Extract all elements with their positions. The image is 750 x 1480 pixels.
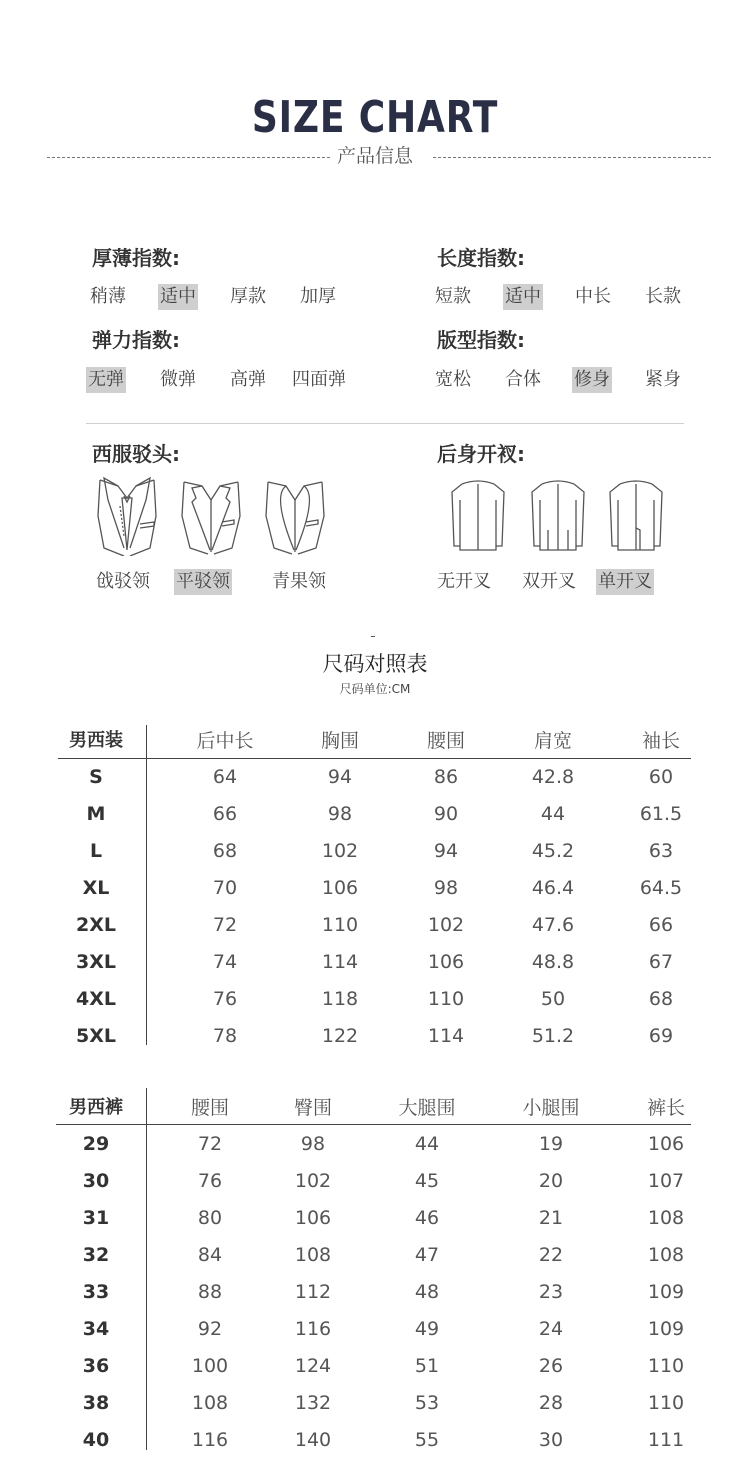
- length-option: 短款: [435, 286, 471, 307]
- table-cell: 19: [538, 1133, 564, 1155]
- fit-option: 紧身: [645, 369, 681, 390]
- size-label: S: [89, 766, 103, 788]
- length-title: 长度指数:: [437, 246, 525, 270]
- table-cell: 48: [414, 1281, 440, 1303]
- table-cell: 46: [414, 1207, 440, 1229]
- table-cell: 122: [321, 1025, 359, 1047]
- size-label: 4XL: [76, 988, 116, 1010]
- table-cell: 106: [427, 951, 465, 973]
- table-cell: 140: [294, 1429, 332, 1451]
- thickness-option: 加厚: [300, 286, 336, 307]
- table-cell: 100: [191, 1355, 229, 1377]
- thickness-title: 厚薄指数:: [92, 246, 180, 270]
- lapel-title: 西服驳头:: [92, 442, 180, 466]
- table-cell: 63: [648, 840, 674, 862]
- table-label-rule: [146, 1088, 147, 1450]
- size-label: 36: [82, 1355, 110, 1377]
- table-cell: 23: [538, 1281, 564, 1303]
- table-cell: 86: [433, 766, 459, 788]
- size-table-title: 尺码对照表: [322, 652, 428, 676]
- table-cell: 51.2: [531, 1025, 575, 1047]
- table-cell: 44: [414, 1133, 440, 1155]
- table-cell: 110: [427, 988, 465, 1010]
- lapel-option: 平驳领: [174, 569, 232, 595]
- column-header: 腰围: [190, 1097, 229, 1119]
- size-label: 30: [82, 1170, 110, 1192]
- vent-option: 单开叉: [596, 569, 654, 595]
- table-cell: 94: [433, 840, 459, 862]
- table-cell: 48.8: [531, 951, 575, 973]
- size-label: 40: [82, 1429, 110, 1451]
- thickness-option: 厚款: [230, 286, 266, 307]
- length-option: 长款: [645, 286, 681, 307]
- table-cell: 42.8: [531, 766, 575, 788]
- table-cell: 112: [294, 1281, 332, 1303]
- table-cell: 108: [647, 1207, 685, 1229]
- table-cell: 94: [327, 766, 353, 788]
- table-cell: 98: [433, 877, 459, 899]
- fit-option: 修身: [572, 367, 612, 393]
- table-label-rule: [146, 725, 147, 1045]
- table-cell: 26: [538, 1355, 564, 1377]
- size-label: 33: [82, 1281, 110, 1303]
- size-label: 29: [82, 1133, 110, 1155]
- length-option: 中长: [575, 286, 611, 307]
- table-cell: 107: [647, 1170, 685, 1192]
- size-label: 34: [82, 1318, 110, 1340]
- table-cell: 84: [197, 1244, 223, 1266]
- attribute-divider: [86, 423, 684, 424]
- page-subtitle: 产品信息: [336, 145, 413, 167]
- table-cell: 67: [648, 951, 674, 973]
- peak-lapel-icon: [94, 476, 160, 556]
- table-cell: 68: [212, 840, 238, 862]
- heading-mark: [371, 636, 375, 637]
- lapel-option: 青果领: [272, 571, 326, 592]
- table-cell: 78: [212, 1025, 238, 1047]
- column-header: 肩宽: [533, 730, 572, 752]
- table-corner-label: 男西装: [69, 730, 123, 751]
- table-cell: 108: [191, 1392, 229, 1414]
- table-cell: 102: [427, 914, 465, 936]
- table-cell: 68: [648, 988, 674, 1010]
- column-header: 小腿围: [522, 1097, 580, 1119]
- vent-option: 无开叉: [437, 571, 491, 592]
- double-vent-icon: [528, 476, 588, 556]
- size-label: L: [89, 840, 103, 862]
- table-cell: 53: [414, 1392, 440, 1414]
- lapel-option: 戗驳领: [96, 571, 150, 592]
- table-cell: 24: [538, 1318, 564, 1340]
- table-cell: 108: [294, 1244, 332, 1266]
- column-header: 后中长: [196, 730, 254, 752]
- table-cell: 114: [427, 1025, 465, 1047]
- table-cell: 116: [294, 1318, 332, 1340]
- table-cell: 64: [212, 766, 238, 788]
- fit-option: 合体: [505, 369, 541, 390]
- table-cell: 111: [647, 1429, 685, 1451]
- table-cell: 88: [197, 1281, 223, 1303]
- table-cell: 20: [538, 1170, 564, 1192]
- table-cell: 60: [648, 766, 674, 788]
- table-cell: 132: [294, 1392, 332, 1414]
- table-cell: 110: [647, 1392, 685, 1414]
- elasticity-option: 微弹: [160, 369, 196, 390]
- table-cell: 80: [197, 1207, 223, 1229]
- table-cell: 30: [538, 1429, 564, 1451]
- table-cell: 102: [294, 1170, 332, 1192]
- table-cell: 98: [327, 803, 353, 825]
- table-header-rule: [58, 758, 691, 759]
- table-cell: 92: [197, 1318, 223, 1340]
- table-cell: 106: [294, 1207, 332, 1229]
- table-cell: 66: [212, 803, 238, 825]
- table-cell: 45: [414, 1170, 440, 1192]
- single-vent-icon: [606, 476, 666, 556]
- thickness-option: 稍薄: [90, 286, 126, 307]
- table-cell: 118: [321, 988, 359, 1010]
- size-label: 2XL: [76, 914, 116, 936]
- elasticity-option: 无弹: [86, 367, 126, 393]
- table-cell: 47: [414, 1244, 440, 1266]
- table-cell: 76: [212, 988, 238, 1010]
- table-cell: 108: [647, 1244, 685, 1266]
- notch-lapel-icon: [178, 476, 244, 556]
- thickness-option: 适中: [158, 284, 198, 310]
- elasticity-option: 高弹: [230, 369, 266, 390]
- elasticity-title: 弹力指数:: [92, 328, 180, 352]
- column-header: 臀围: [293, 1097, 332, 1119]
- size-label: 3XL: [76, 951, 116, 973]
- table-cell: 116: [191, 1429, 229, 1451]
- table-cell: 106: [647, 1133, 685, 1155]
- column-header: 大腿围: [398, 1097, 456, 1119]
- table-cell: 61.5: [639, 803, 683, 825]
- table-cell: 124: [294, 1355, 332, 1377]
- table-cell: 21: [538, 1207, 564, 1229]
- table-cell: 69: [648, 1025, 674, 1047]
- table-cell: 110: [647, 1355, 685, 1377]
- no-vent-icon: [448, 476, 508, 556]
- table-cell: 114: [321, 951, 359, 973]
- fit-title: 版型指数:: [437, 328, 525, 352]
- size-label: 38: [82, 1392, 110, 1414]
- column-header: 裤长: [646, 1097, 685, 1119]
- size-label: XL: [82, 877, 110, 899]
- page-title: SIZE CHART: [251, 92, 499, 143]
- table-cell: 49: [414, 1318, 440, 1340]
- table-cell: 70: [212, 877, 238, 899]
- fit-option: 宽松: [435, 369, 471, 390]
- table-cell: 55: [414, 1429, 440, 1451]
- table-cell: 74: [212, 951, 238, 973]
- table-cell: 106: [321, 877, 359, 899]
- table-header-rule: [56, 1124, 691, 1125]
- elasticity-option: 四面弹: [292, 369, 346, 390]
- size-label: 5XL: [76, 1025, 116, 1047]
- table-cell: 45.2: [531, 840, 575, 862]
- table-cell: 72: [197, 1133, 223, 1155]
- table-cell: 72: [212, 914, 238, 936]
- table-cell: 76: [197, 1170, 223, 1192]
- size-table-unit: 尺码单位:CM: [339, 682, 411, 696]
- table-cell: 98: [300, 1133, 326, 1155]
- table-cell: 47.6: [531, 914, 575, 936]
- table-cell: 64.5: [639, 877, 683, 899]
- length-option: 适中: [503, 284, 543, 310]
- table-cell: 102: [321, 840, 359, 862]
- column-header: 腰围: [426, 730, 465, 752]
- table-cell: 66: [648, 914, 674, 936]
- column-header: 袖长: [641, 730, 680, 752]
- table-cell: 22: [538, 1244, 564, 1266]
- size-label: 31: [82, 1207, 110, 1229]
- size-label: M: [86, 803, 106, 825]
- table-cell: 44: [540, 803, 566, 825]
- table-cell: 109: [647, 1318, 685, 1340]
- table-cell: 90: [433, 803, 459, 825]
- column-header: 胸围: [320, 730, 359, 752]
- size-label: 32: [82, 1244, 110, 1266]
- table-cell: 110: [321, 914, 359, 936]
- table-cell: 50: [540, 988, 566, 1010]
- table-corner-label: 男西裤: [69, 1097, 123, 1118]
- vent-title: 后身开衩:: [437, 442, 525, 466]
- table-cell: 51: [414, 1355, 440, 1377]
- table-cell: 28: [538, 1392, 564, 1414]
- table-cell: 46.4: [531, 877, 575, 899]
- table-cell: 109: [647, 1281, 685, 1303]
- shawl-lapel-icon: [262, 476, 328, 556]
- vent-option: 双开叉: [522, 571, 576, 592]
